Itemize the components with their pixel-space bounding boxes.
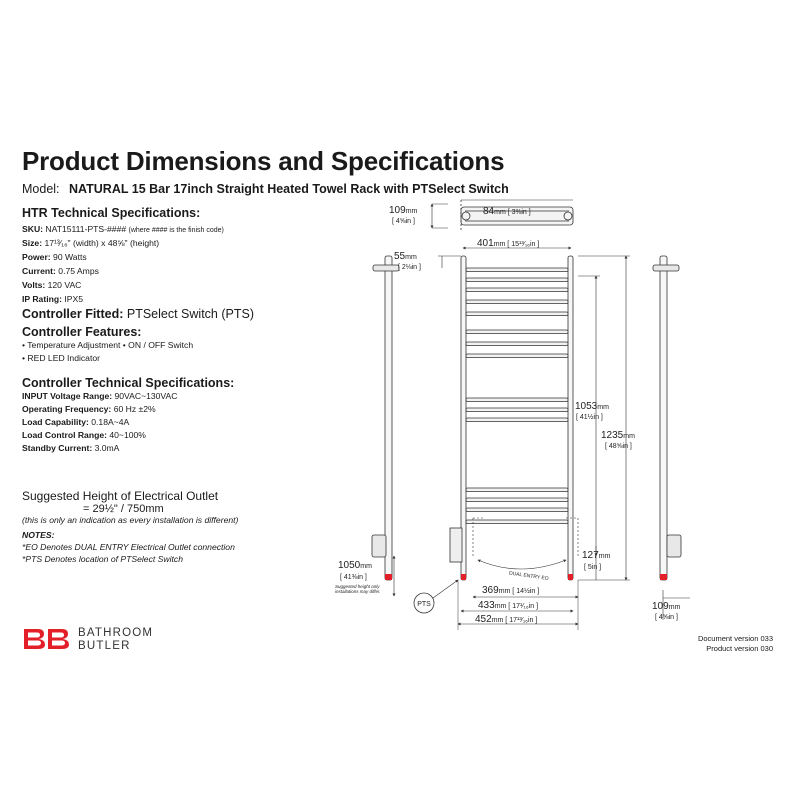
- brand-line-2: BUTLER: [78, 640, 131, 652]
- dim-369-in: 14½in: [516, 588, 536, 595]
- towel-bar: [466, 520, 568, 524]
- outlet-value: = 29½" / 750mm: [83, 503, 164, 515]
- brand-line-1: BATHROOM: [78, 627, 154, 639]
- spec-label: INPUT Voltage Range:: [22, 391, 113, 401]
- right-side-view: [653, 256, 681, 580]
- spec-value: 120 VAC: [47, 280, 82, 290]
- spec-value: 60 Hz ±2%: [113, 404, 156, 414]
- dim-1053-unit: mm: [597, 404, 609, 411]
- feature-line-2: • RED LED Indicator: [22, 353, 100, 363]
- dual-entry-label: DUAL ENTRY EO: [508, 570, 549, 582]
- towel-bar: [466, 398, 568, 402]
- dim-109-top-in: 4⅝in: [395, 218, 412, 225]
- dim-109-bottom-mm: 109: [652, 601, 669, 612]
- towel-bar: [466, 418, 568, 422]
- dim-433-in: 17¹⁄₁₆in: [512, 603, 535, 610]
- dim-109-top-mm: 109: [389, 205, 406, 216]
- outlet-heading: Suggested Height of Electrical Outlet: [22, 489, 219, 503]
- svg-text:[ 4⅝in ]: [ 4⅝in ]: [655, 614, 678, 621]
- towel-bar: [466, 498, 568, 502]
- towel-bar: [466, 508, 568, 512]
- spec-label: Operating Frequency:: [22, 404, 112, 414]
- towel-bar: [466, 488, 568, 492]
- dim-452-mm: 452: [475, 614, 492, 625]
- dim-433-mm: 433: [478, 600, 495, 611]
- spec-value: IPX5: [64, 294, 83, 304]
- document-version: Document version 033: [697, 634, 773, 643]
- dim-1053-in: 41½in: [579, 414, 599, 421]
- svg-text:401mm [ 15¹³⁄₁₆in ]: 401mm [ 15¹³⁄₁₆in ]: [477, 238, 540, 249]
- notes-heading: NOTES:: [22, 530, 55, 540]
- svg-text:433mm [ 17¹⁄₁₆in ]: 433mm [ 17¹⁄₁₆in ]: [478, 600, 539, 611]
- svg-text:1053mm: [575, 401, 609, 412]
- spec-label: IP Rating:: [22, 294, 62, 304]
- pts-label: PTS: [417, 601, 431, 608]
- spec-value: 90VAC~130VAC: [114, 391, 178, 401]
- dim-452-in: 17¹³⁄₁₆in: [509, 617, 534, 624]
- dim-55-unit: mm: [405, 254, 417, 261]
- spec-label: Current:: [22, 266, 56, 276]
- dim-1050-in: 41⅜in: [343, 574, 363, 581]
- dim-452-unit: mm: [491, 617, 504, 624]
- htr-heading: HTR Technical Specifications:: [22, 206, 201, 220]
- dim-127-mm: 127: [582, 550, 599, 561]
- outlet-note: (this is only an indication as every installation is different): [22, 515, 239, 525]
- dim-109-top-unit: mm: [405, 208, 418, 215]
- spec-label: Load Control Range:: [22, 430, 107, 440]
- towel-bar: [466, 330, 568, 334]
- spec-label: Standby Current:: [22, 443, 93, 453]
- dim-1050-unit: mm: [360, 563, 372, 570]
- dim-1235-in: 48⅝in: [608, 443, 628, 450]
- towel-bar: [466, 354, 568, 358]
- dim-1235-mm: 1235: [601, 430, 624, 441]
- svg-text:109mm: [652, 601, 681, 612]
- controller-fitted-label: Controller Fitted:: [22, 307, 124, 321]
- outlet-small-note-2: installations may differ.: [335, 589, 381, 594]
- spec-label: SKU:: [22, 224, 44, 234]
- dim-127-in: 5in: [587, 564, 598, 571]
- dim-84-in: 3⅜in: [511, 209, 527, 216]
- dim-84-mm: 84: [483, 206, 495, 217]
- svg-text:1050mm: [338, 560, 372, 571]
- controller-fitted-value: PTSelect Switch (PTS): [126, 307, 254, 321]
- svg-text:[ 2⅛in ]: [ 2⅛in ]: [398, 264, 421, 271]
- dim-1235-unit: mm: [623, 433, 635, 440]
- spec-value: 40~100%: [109, 430, 146, 440]
- note-line-1: *EO Denotes DUAL ENTRY Electrical Outlet connection: [22, 542, 235, 552]
- front-view: [450, 256, 578, 580]
- outlet-small-note-1: Suggested height only: [335, 584, 380, 589]
- towel-bar: [466, 300, 568, 304]
- spec-note: (where #### is the finish code): [128, 227, 224, 234]
- towel-bar: [466, 278, 568, 282]
- dim-1050-mm: 1050: [338, 560, 361, 571]
- spec-label: Volts:: [22, 280, 46, 290]
- svg-text:369mm [ 14½in ]: 369mm [ 14½in ]: [482, 585, 540, 596]
- dim-55-in: 2⅛in: [401, 264, 418, 271]
- spec-label: Power:: [22, 252, 51, 262]
- svg-text:1235mm: [601, 430, 635, 441]
- dim-401-unit: mm: [493, 241, 506, 248]
- spec-value: 0.18A~4A: [91, 417, 130, 427]
- svg-text:55mm: [394, 251, 417, 262]
- svg-text:[ 4⅝in ]: [ 4⅝in ]: [392, 218, 415, 225]
- towel-bar: [466, 268, 568, 272]
- left-side-view: [372, 256, 399, 580]
- dim-401-in: 15¹³⁄₁₆in: [511, 241, 536, 248]
- spec-label: Size:: [22, 238, 43, 248]
- spec-value: 3.0mA: [94, 443, 120, 453]
- spec-value: 90 Watts: [53, 252, 87, 262]
- svg-text:452mm [ 17¹³⁄₁₆in ]: 452mm [ 17¹³⁄₁₆in ]: [475, 614, 538, 625]
- dim-433-unit: mm: [494, 603, 507, 610]
- page-title: Product Dimensions and Specifications: [22, 146, 505, 176]
- svg-text:127mm: [582, 550, 611, 561]
- dim-109-bottom-unit: mm: [668, 604, 681, 611]
- dim-401-mm: 401: [477, 238, 494, 249]
- towel-bar: [466, 288, 568, 292]
- dim-109-bottom-in: 4⅝in: [658, 614, 675, 621]
- feature-line-1: • Temperature Adjustment • ON / OFF Switch: [22, 340, 194, 350]
- spec-value: 0.75 Amps: [58, 266, 99, 276]
- spec-label: Load Capability:: [22, 417, 89, 427]
- svg-text:[ 41½in ]: [ 41½in ]: [576, 414, 603, 421]
- dim-1053-mm: 1053: [575, 401, 598, 412]
- note-line-2: *PTS Denotes location of PTSelect Switch: [22, 554, 183, 564]
- svg-text:[ 41⅜in ]: [ 41⅜in ]: [340, 574, 367, 581]
- svg-text:[ 5in ]: [ 5in ]: [584, 564, 602, 571]
- dim-84-unit: mm: [494, 209, 506, 216]
- svg-text:[ 48⅝in ]: [ 48⅝in ]: [605, 443, 632, 450]
- dim-55-mm: 55: [394, 251, 406, 262]
- dim-369-unit: mm: [498, 588, 511, 595]
- controller-specs-heading: Controller Technical Specifications:: [22, 376, 235, 390]
- dim-369-mm: 369: [482, 585, 499, 596]
- towel-bar: [466, 312, 568, 316]
- svg-text:84mm [ 3⅜in ]: 84mm [ 3⅜in ]: [483, 206, 531, 217]
- product-version: Product version 030: [706, 644, 773, 653]
- svg-text:109mm: [389, 205, 418, 216]
- towel-bar: [466, 342, 568, 346]
- dim-127-unit: mm: [598, 553, 611, 560]
- spec-value: NAT15111-PTS-####: [45, 224, 127, 234]
- model-name: NATURAL 15 Bar 17inch Straight Heated Towel Rack with PTSelect Switch: [69, 182, 509, 196]
- towel-bar: [466, 408, 568, 412]
- controller-features-heading: Controller Features:: [22, 325, 142, 339]
- towel-bars: [466, 268, 568, 524]
- spec-value: 17¹³⁄₁₆" (width) x 48⅝" (height): [44, 238, 160, 248]
- model-label: Model:: [22, 182, 60, 196]
